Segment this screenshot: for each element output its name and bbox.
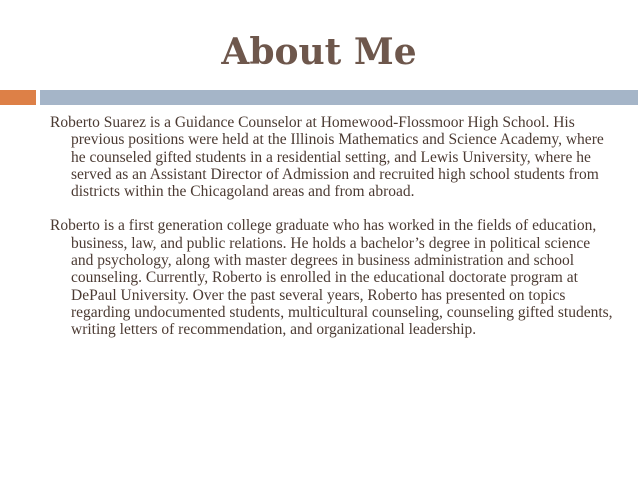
paragraph-1: Roberto Suarez is a Guidance Counselor at Homewood-Flossmoor High School. His previous positions were held at the Illinois Mathematics and Science Academy, where he counseled gifted students in a residential setting, and Lewis University, where he served as an Assistant Director of Admission and recruited high school students from districts within the Chicagoland areas and from abroad. <box>50 114 604 201</box>
slide-title: About Me <box>221 31 417 73</box>
accent-bar-orange <box>0 90 36 105</box>
paragraph-2: Roberto is a first generation college graduate who has worked in the fields of education, business, law, and public relations. He holds a bachelor’s degree in political science and psychology, along with master degrees in business administration and school counseling. Currently, Roberto is enrolled in the educational doctorate program at DePaul University. Over the past several years, Roberto has presented on topics regarding undocumented students, multicultural counseling, counseling gifted students, writing letters of recommendation, and organizational leadership. <box>50 217 613 339</box>
accent-bar-blue <box>40 90 638 105</box>
slide-body <box>50 114 616 356</box>
